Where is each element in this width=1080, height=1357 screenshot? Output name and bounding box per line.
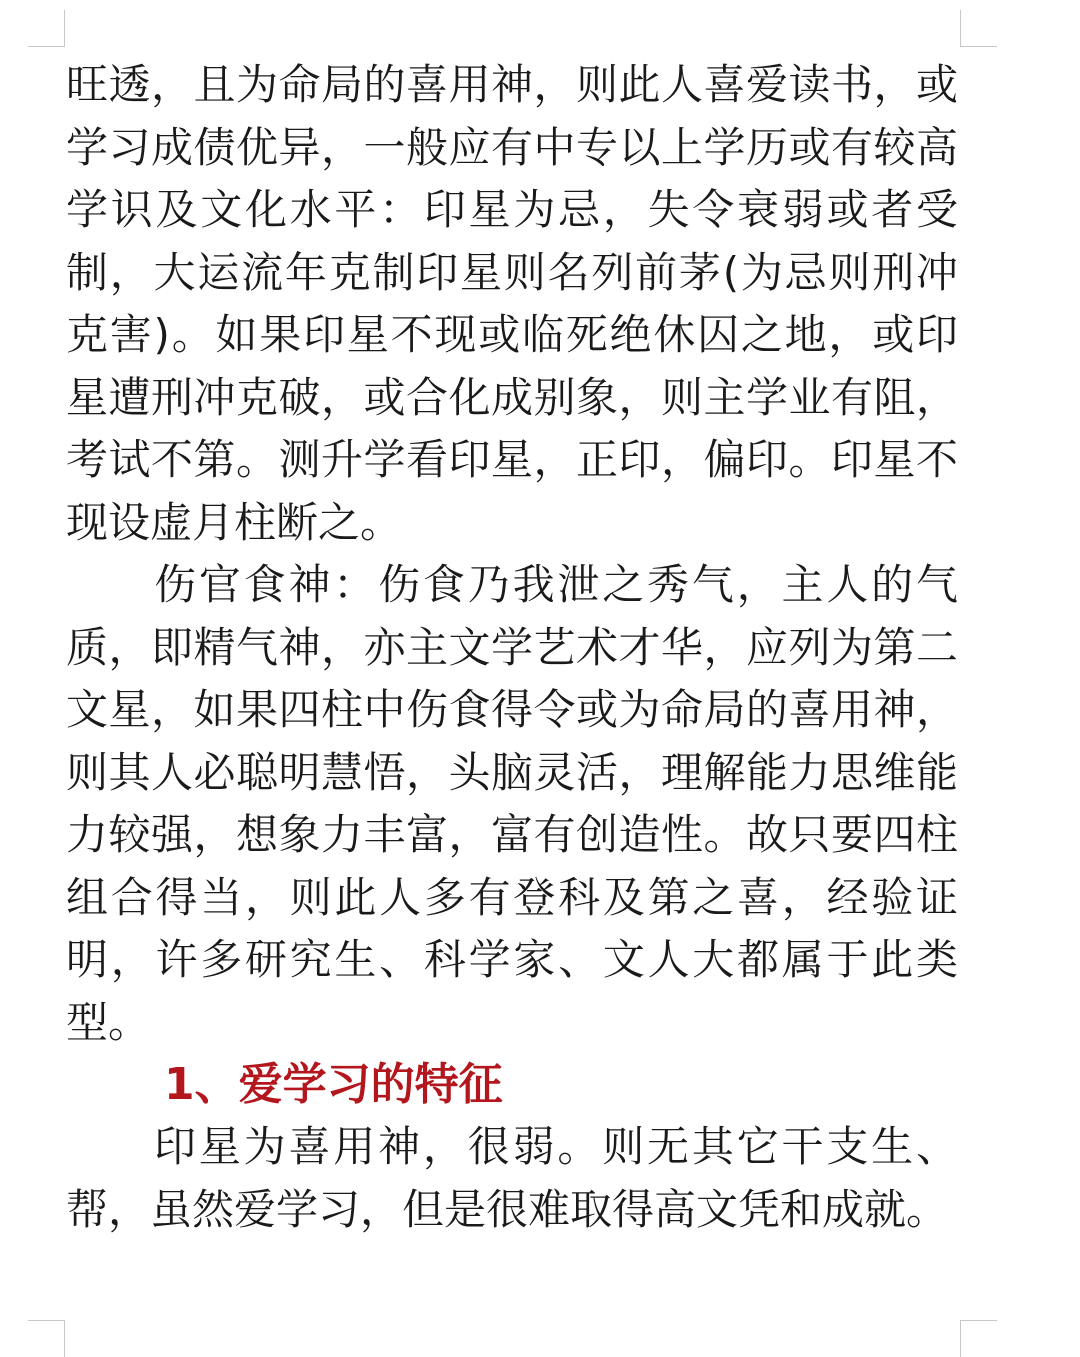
section-heading-number: 1、	[164, 1059, 239, 1110]
page-corner-mark-top-right	[960, 10, 997, 47]
paragraph-ai-xuexi: 印星为喜用神，很弱。则无其它干支生、帮，虽然爱学习，但是很难取得高文凭和成就。	[66, 1122, 958, 1234]
paragraph-yinxing: 旺透，且为命局的喜用神，则此人喜爱读书，或学习成债优异，一般应有中专以上学历或有较高学识及文化水平：印星为忌，失令衰弱或者受制，大运流年克制印星则名列前茅(为忌则刑冲克害)。如果印星不现或临死绝休囚之地，或印星遭刑冲克破，或合化成别象，则主学业有阻，考试不第。测升学看印星，正印，偏印。印星不现设虚月柱断之。	[66, 60, 958, 547]
page-corner-mark-bottom-left	[28, 1320, 65, 1357]
paragraph-shangguan-shishen: 伤官食神：伤食乃我泄之秀气，主人的气质，即精气神，亦主文学艺术才华，应列为第二文星，如果四柱中伤食得令或为命局的喜用神，则其人必聪明慧悟，头脑灵活，理解能力思维能力较强，想象力丰富，富有创造性。故只要四柱组合得当，则此人多有登科及第之喜，经验证明，许多研究生、科学家、文人大都属于此类型。	[66, 560, 958, 1047]
section-heading-text: 爱学习的特征	[238, 1059, 503, 1110]
section-heading	[66, 1054, 958, 1116]
page-corner-mark-bottom-right	[960, 1320, 997, 1357]
page-corner-mark-top-left	[28, 10, 65, 47]
document-body	[66, 54, 958, 1241]
